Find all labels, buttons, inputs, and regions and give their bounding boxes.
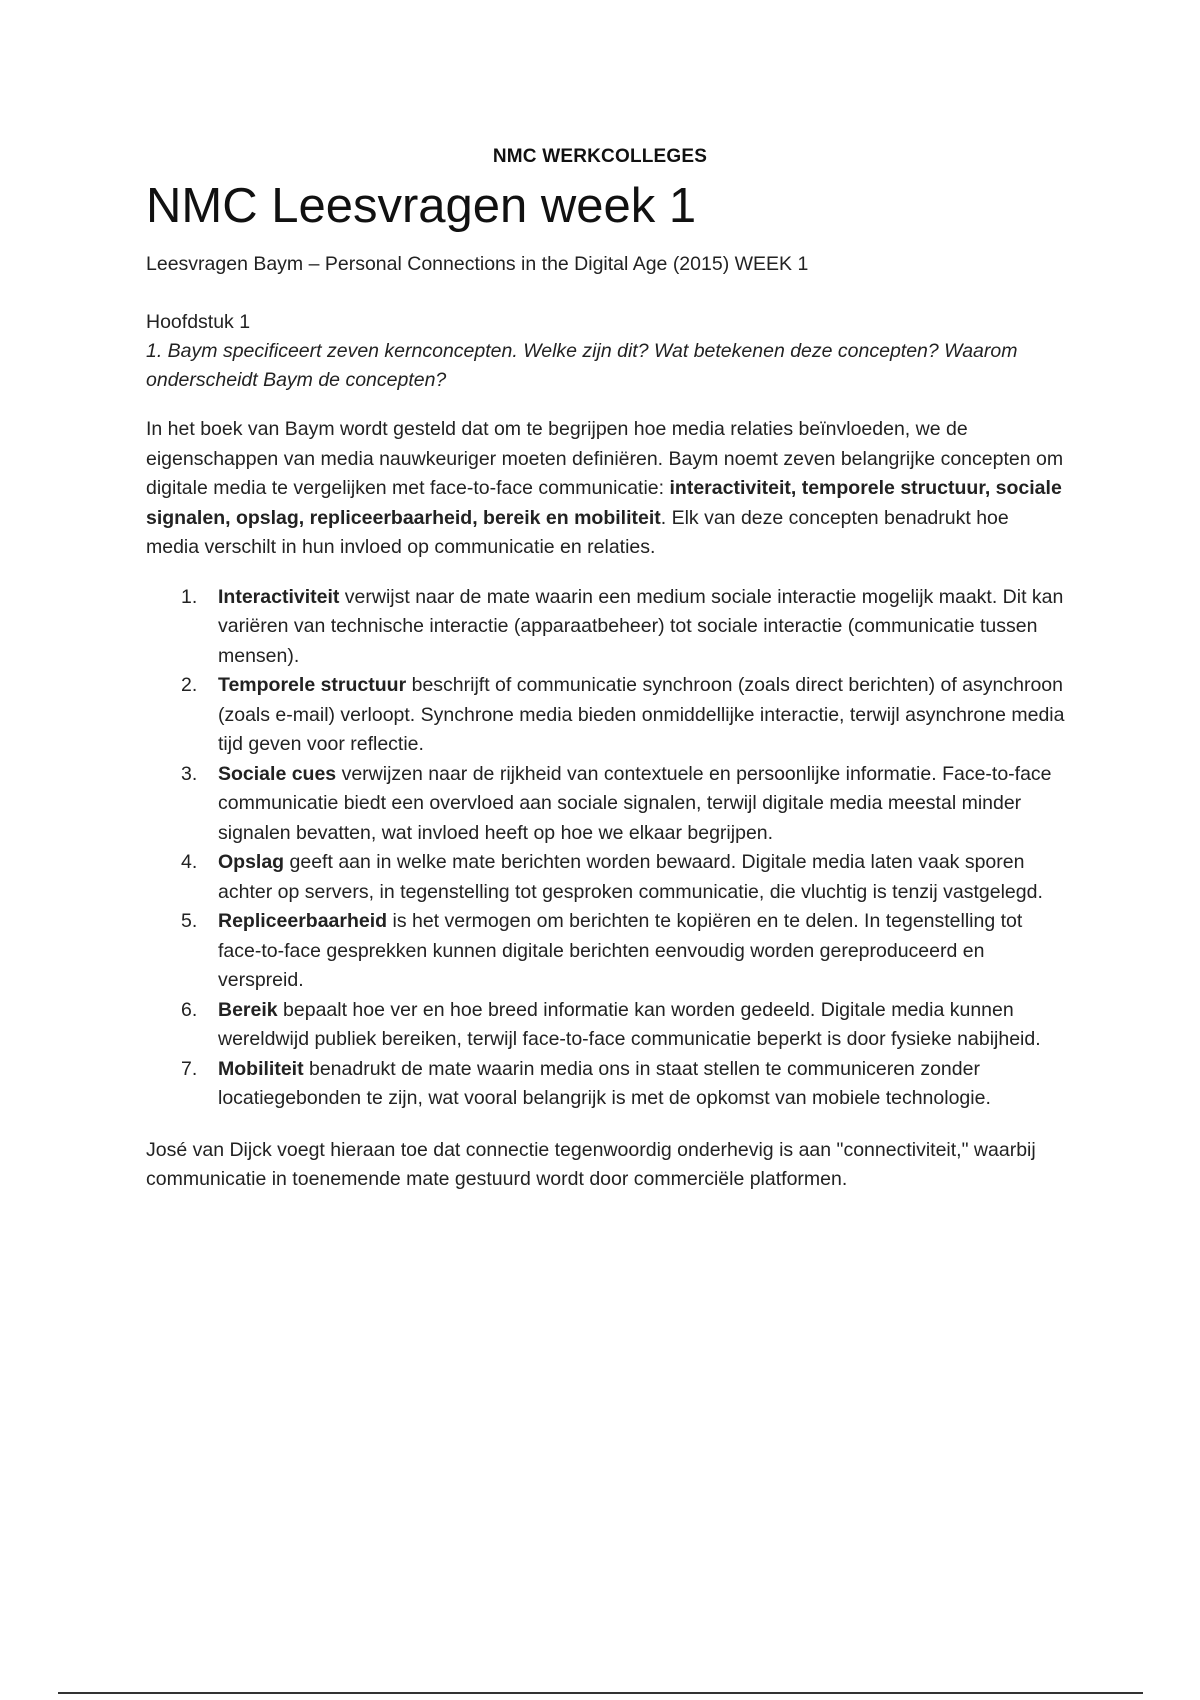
list-item-term: Bereik: [218, 998, 278, 1021]
subtitle: Leesvragen Baym – Personal Connections in the Digital Age (2015) WEEK 1: [146, 253, 809, 275]
list-item-number: 3.: [181, 762, 198, 785]
page-title: NMC Leesvragen week 1: [146, 179, 697, 233]
conclusion-paragraph: José van Dijck voegt hieraan toe dat connectie tegenwoordig onderhevig is aan "connectiviteit," waarbij communicatie in toenemende mate gestuurd wordt door commerciële platformen.: [146, 1138, 1036, 1190]
list-item-text: verwijzen naar de rijkheid van contextuele en persoonlijke informatie. Face-to-face communicatie biedt een overvloed aan sociale signalen, terwijl digitale media meestal minder signalen bevatten, wat invloed heeft op hoe we elkaar begrijpen.: [218, 762, 1052, 844]
list-item: [146, 760, 1066, 849]
list-item: [146, 848, 1066, 907]
reading-question: 1. Baym specificeert zeven kernconcepten. Welke zijn dit? Wat betekenen deze concepten? Waarom onderscheidt Baym de concepten?: [146, 340, 1018, 391]
list-item-text: bepaalt hoe ver en hoe breed informatie kan worden gedeeld. Digitale media kunnen wereldwijd publiek bereiken, terwijl face-to-face communicatie beperkt is door fysieke nabijheid.: [218, 998, 1041, 1050]
list-item-number: 1.: [181, 585, 198, 608]
list-item-text: benadrukt de mate waarin media ons in staat stellen te communiceren zonder locatiegebonden te zijn, wat vooral belangrijk is met de opkomst van mobiele technologie.: [218, 1057, 991, 1109]
list-item-text: geeft aan in welke mate berichten worden bewaard. Digitale media laten vaak sporen achter op servers, in tegenstelling tot gesproken communicatie, die vluchtig is tenzij vastgelegd.: [218, 851, 1043, 903]
chapter-heading: Hoofdstuk 1: [146, 311, 251, 333]
list-item: [146, 583, 1066, 672]
list-item-text: is het vermogen om berichten te kopiëren en te delen. In tegenstelling tot face-to-face gesprekken kunnen digitale berichten eenvoudig worden gereproduceerd en verspreid.: [218, 910, 1023, 991]
list-item-number: 2.: [181, 674, 198, 696]
page-bottom-divider: [58, 1692, 1143, 1694]
page-header: NMC WERKCOLLEGES: [492, 146, 708, 167]
list-item-term: Opslag: [218, 851, 285, 873]
list-item-number: 6.: [181, 998, 198, 1021]
list-item-term: Temporele structuur: [218, 674, 407, 696]
concept-list: [146, 583, 1066, 1114]
list-item-number: 5.: [181, 910, 198, 932]
list-item-term: Mobiliteit: [218, 1057, 304, 1080]
intro-text-after: . Elk van deze concepten benadrukt hoe media verschilt in hun invloed op communicatie en relaties.: [146, 506, 1009, 558]
intro-paragraph: [146, 415, 1066, 563]
list-item-term: Interactiviteit: [218, 585, 340, 608]
list-item-term: Sociale cues: [218, 762, 337, 785]
list-item: [146, 907, 1066, 996]
list-item-term: Repliceerbaarheid: [218, 910, 388, 932]
list-item: [146, 996, 1066, 1055]
list-item-number: 4.: [181, 851, 198, 873]
list-item: [146, 1055, 1066, 1114]
list-item-number: 7.: [181, 1057, 198, 1080]
list-item-text: verwijst naar de mate waarin een medium sociale interactie mogelijk maakt. Dit kan variëren van technische interactie (apparaatbeheer) tot sociale interactie (communicatie tussen mensen).: [218, 585, 1064, 667]
list-item-text: beschrijft of communicatie synchroon (zoals direct berichten) of asynchroon (zoals e-mail) verloopt. Synchrone media bieden onmiddellijke interactie, terwijl asynchrone media tijd geven voor reflectie.: [218, 674, 1065, 755]
list-item: [146, 671, 1066, 760]
intro-text-before: In het boek van Baym wordt gesteld dat om te begrijpen hoe media relaties beïnvloeden, we de eigenschappen van media nauwkeuriger moeten definiëren. Baym noemt zeven belangrijke concepten om digitale media te vergelijken met face-to-face communicatie:: [146, 418, 1064, 499]
document-body: [146, 176, 1066, 1214]
intro-bold-concepts: interactiviteit, temporele structuur, sociale signalen, opslag, repliceerbaarheid, bereik en mobiliteit: [146, 477, 1062, 529]
